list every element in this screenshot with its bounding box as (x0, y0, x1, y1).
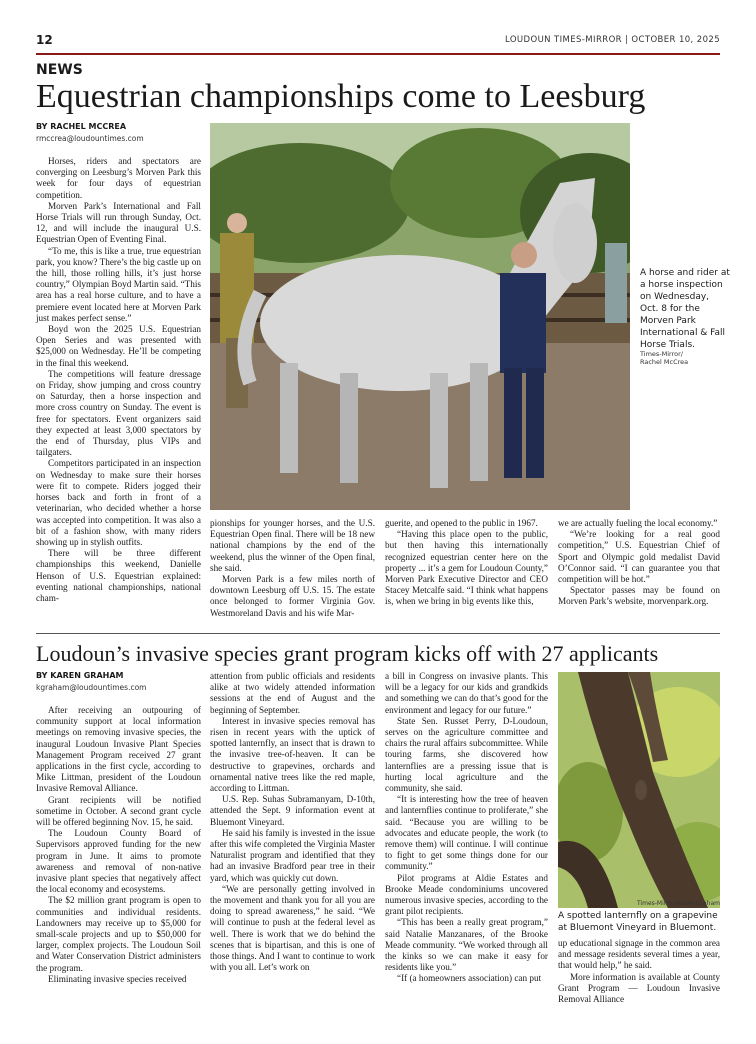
paragraph: “If (a homeowners association) can put (397, 973, 542, 984)
story2-byline: BY KAREN GRAHAM (36, 671, 124, 680)
paragraph: There will be three different championships this weekend, Danielle Henson of U.S. Equestrian explained: eventing national championships, national cham- (36, 548, 201, 603)
running-head: LOUDOUN TIMES-MIRROR | OCTOBER 10, 2025 (504, 35, 720, 45)
story2-headline: Loudoun’s invasive species grant program kicks off with 27 applicants (36, 641, 659, 666)
story2-email[interactable]: kgraham@loudountimes.com (36, 683, 147, 692)
paragraph: “We’re looking for a real good competition,” U.S. Equestrian Chief of Sport and Olympic gold medalist David O’Connor said. “I can guarantee you that competition will be hot.” (558, 529, 720, 585)
story1-caption: A horse and rider at a horse inspection on Wednesday, Oct. 8 for the Morven Park International & Fall Horse Trials. (640, 268, 730, 350)
paragraph: attention from public officials and residents alike at two widely attended information sessions at the end of August and the beginning of September. (210, 671, 375, 715)
paragraph: State Sen. Russet Perry, D-Loudoun, serves on the agriculture committee and chairs the rural affairs subcommittee. While touring farms, she discovered how lanternflies are a pressing issue that is hurting local agriculture and the community, she said. (385, 715, 548, 794)
paragraph: a bill in Congress on invasive plants. This will be a legacy for our kids and grandkids and something we can do that’s good for the environment and legacy for our future.” (385, 671, 548, 715)
horse-photo-illustration (210, 123, 630, 510)
credit-line: Rachel McCrea (640, 358, 689, 366)
story1-byline: BY RACHEL MCCREA (36, 122, 127, 131)
paragraph: we are actually fueling the local economy.” (558, 518, 718, 528)
page-number: 12 (36, 33, 53, 47)
header-rule (36, 53, 720, 55)
paragraph: “Having this place open to the public, but then having this internationally recognized equestrian center here on the property ... it’s a gem for Loudoun County,” Morven Park Executive Director and CEO Stacey Metcalfe said. “I think what happens is, when we bring in big events like this, (385, 529, 548, 607)
lanternfly-photo (558, 672, 720, 908)
story1-col2 (210, 518, 375, 619)
paragraph: “It is interesting how the tree of heaven and lanternflies continue to proliferate,” she said. “Because you are willing to be advocates and educate people, the work (to remove them) will continue. I will continue to fight to get some things done for our community.” (385, 794, 548, 872)
story1-email[interactable]: rmccrea@loudountimes.com (36, 134, 144, 143)
paragraph: Interest in invasive species removal has risen in recent years with the uptick of spotted lanternfly, an insect that is drawn to the invasive tree-of-heaven. It can be destructive to grapevines, orchards and ornamental native trees like the red maple, according to Littman. (210, 715, 375, 794)
paragraph: The competitions will feature dressage on Friday, show jumping and cross country on Saturday, then a horse inspection and more cross country on Sunday. The event is free for spectators. Event organizers said they expected at least 3,000 spectators by the end of Thursday, plus VIPs and tailgaters. (36, 368, 201, 458)
paragraph: Competitors participated in an inspection on Wednesday to make sure their horses were fit to compete. Riders jogged their horses back and forth in front of a veterinarian, who decided whether a horse was accepted into competition. It was also a bit of a fashion show, with many riders showing up in stylish outfits. (36, 458, 201, 547)
section-label: NEWS (36, 62, 83, 78)
paragraph: After receiving an outpouring of community support at local information meetings on removing invasive species, the inaugural Loudoun Invasive Plant Species Management Program received 27 grant applications in the first cycle, according to Mike Littman, president of the Loudoun Invasive Removal Alliance. (36, 705, 201, 794)
story1-headline: Equestrian championships come to Leesburg (36, 78, 646, 115)
story2-photo-credit: Times-Mirror/Karen Graham (636, 900, 720, 907)
paragraph: Spectator passes may be found on Morven Park’s website, morvenpark.org. (558, 585, 720, 607)
paragraph: Morven Park’s International and Fall Horse Trials will run through Sunday, Oct. 12, and will include the inaugural U.S. Equestrian Open of Eventing Final. (36, 200, 201, 245)
paragraph: He said his family is invested in the issue after this wife completed the Virginia Master Naturalist program and identified that they had an invasive Bradford pear tree in their yard, which was quickly cut down. (210, 827, 375, 883)
paragraph: Morven Park is a few miles north of downtown Leesburg off U.S. 15. The estate once belonged to former Virginia Gov. Westmoreland Davis and his wife Mar- (210, 574, 375, 618)
paragraph: “To me, this is like a true, true equestrian park, you know? There’s the big castle up on the hill, those rolling hills, it’s just horse country,” Olympian Boyd Martin said. “This area has a real horse culture, and to have a premiere event located here at Morven Park just makes perfect sense.” (36, 245, 201, 323)
paragraph: The $2 million grant program is open to communities and individual residents. Landowners may receive up to $5,000 for small-scale projects and up to $50,000 for larger, complex projects. The Loudoun Soil and Water Conservation District administers the program. (36, 895, 201, 973)
story2-col2 (210, 671, 375, 973)
paragraph: Eliminating invasive species received (48, 973, 187, 984)
story1-col1 (36, 156, 201, 604)
paragraph: up educational signage in the common area and message residents several times a year, that would help,” he said. (558, 938, 720, 971)
paragraph: U.S. Rep. Suhas Subramanyam, D-10th, attended the Sept. 9 information event at Bluemont Vineyard. (210, 794, 375, 827)
paragraph: The Loudoun County Board of Supervisors approved funding for the new program in June. It aims to promote awareness and removal of non-native invasive plant species that negatively affect the local economy and ecosystems. (36, 828, 201, 895)
paragraph: Horses, riders and spectators are converging on Leesburg’s Morven Park this week for four days of equestrian competition. (36, 156, 201, 200)
story2-col3 (385, 671, 548, 985)
horse-inspection-photo (210, 123, 630, 510)
paragraph: pionships for younger horses, and the U.S. Equestrian Open final. There will be 18 new national champions by the end of the weekend, plus the winner of the Open final, she said. (210, 518, 375, 573)
paragraph: Boyd won the 2025 U.S. Equestrian Open Series and was presented with $25,000 on Wednesday. He’ll be competing in the final this weekend. (36, 324, 201, 368)
paragraph: “This has been a really great program,” said Natalie Manzanares, of the Brooke Meade community. “We worked through all the kinks so we can make it easy for residents like you.” (385, 917, 548, 973)
story1-credit (640, 350, 730, 366)
story2-col4 (558, 938, 720, 1005)
story-divider (36, 633, 720, 634)
paragraph: More information is available at County Grant Program — Loudoun Invasive Removal Alliance (558, 971, 720, 1005)
story1-col3 (385, 518, 548, 608)
paragraph: guerite, and opened to the public in 1967. (385, 518, 538, 528)
paragraph: Grant recipients will be notified sometime in October. A second grant cycle will be offered beginning Nov. 15, he said. (36, 794, 201, 828)
story2-caption: A spotted lanternfly on a grapevine at Bluemont Vineyard in Bluemont. (558, 911, 718, 933)
story2-col1 (36, 705, 201, 985)
paragraph: Pilot programs at Aldie Estates and Brooke Meade condominiums uncovered numerous invasive species, according to the grant pilot recipients. (385, 872, 548, 917)
story1-col4 (558, 518, 720, 608)
credit-line: Times-Mirror/ (640, 350, 683, 358)
paragraph: “We are personally getting involved in the movement and thank you for all you are doing to spread awareness,” he said. “We will continue to push at the federal level as well. There is work that we do behind the scenes that is bipartisan, and this is one of those things. And I want to continue to work with you all. Let’s work on (210, 883, 375, 973)
lanternfly-photo-illustration (558, 672, 720, 908)
